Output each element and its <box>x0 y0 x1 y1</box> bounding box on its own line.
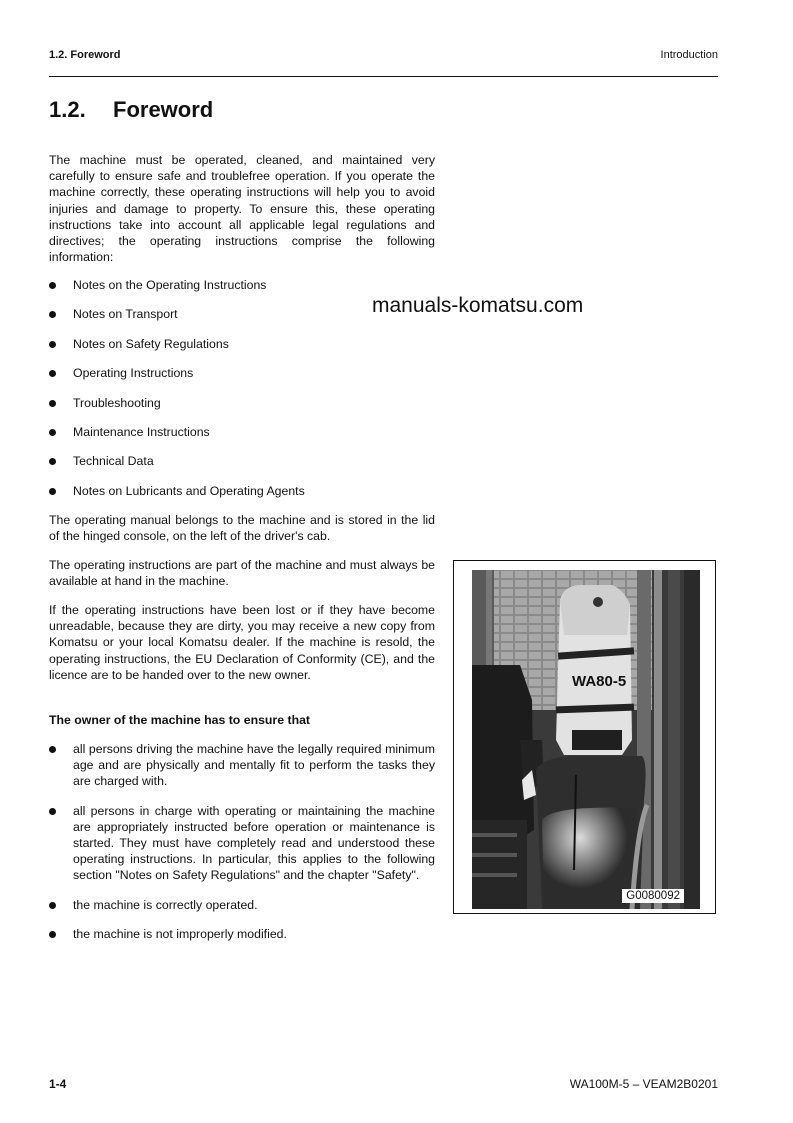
list-item: Operating Instructions <box>49 365 435 394</box>
svg-text:WA80-5: WA80-5 <box>572 673 627 690</box>
owner-heading: The owner of the machine has to ensure that <box>49 713 311 727</box>
bullet-icon <box>49 488 56 495</box>
manual-location-paragraph: The operating manual belongs to the machine and is stored in the lid of the hinged console, on the left of the driver's cab. <box>49 513 435 544</box>
list-item: Troubleshooting <box>49 395 435 424</box>
page-title <box>49 97 213 123</box>
header-chapter: Introduction <box>660 49 718 61</box>
figure-frame <box>453 560 716 914</box>
document-id: WA100M-5 – VEAM2B0201 <box>569 1077 718 1091</box>
title-text: Foreword <box>113 97 214 122</box>
page-number: 1-4 <box>49 1077 67 1091</box>
lost-instructions-paragraph: If the operating instructions have been lost or if they have become unreadable, because they are dirty, you may receive a new copy from Komatsu or your local Komatsu dealer. If the machine is resold, the operating instructions, the EU Declaration of Conformity (CE), and the licence are to be handed over to the new owner. <box>49 603 435 682</box>
bullet-icon <box>49 902 56 909</box>
bullet-icon <box>49 931 56 938</box>
title-number: 1.2. <box>49 97 86 122</box>
part-of-machine-paragraph: The operating instructions are part of the machine and must always be available at hand in the machine. <box>49 558 435 589</box>
intro-paragraph: The machine must be operated, cleaned, and maintained very carefully to ensure safe and troublefree operation. If you operate the machine correctly, these operating instructions will help you to avoid injuries and damage to property. To ensure this, these operating instructions take into account all applicable legal regulations and directives; the operating instructions comprise the following information: <box>49 153 435 265</box>
photo-illustration <box>472 570 700 909</box>
list-item: the machine is not improperly modified. <box>49 926 435 942</box>
list-item: Notes on the Operating Instructions <box>49 277 435 306</box>
bullet-icon <box>49 370 56 377</box>
bullet-icon <box>49 400 56 407</box>
list-item: Notes on Lubricants and Operating Agents <box>49 483 435 512</box>
header-rule <box>49 76 718 77</box>
list-item: the machine is correctly operated. <box>49 897 435 913</box>
bullet-icon <box>49 458 56 465</box>
header-section: 1.2. Foreword <box>49 49 121 61</box>
list-item: Notes on Transport <box>49 306 435 335</box>
bullet-icon <box>49 808 56 815</box>
bullet-icon <box>49 282 56 289</box>
bullet-icon <box>49 311 56 318</box>
bullet-icon <box>49 341 56 348</box>
list-item: Notes on Safety Regulations <box>49 336 435 365</box>
manual-storage-photo <box>472 570 700 909</box>
list-item: all persons in charge with operating or maintaining the machine are appropriately instructed before operation or maintenance is started. They must have completely read and understood these operating instructions. In particular, this applies to the following section "Notes on Safety Regulations" and the chapter "Safety". <box>49 803 435 884</box>
list-item: Technical Data <box>49 453 435 482</box>
figure-caption: G0080092 <box>622 889 684 903</box>
list-item: Maintenance Instructions <box>49 424 435 453</box>
list-item: all persons driving the machine have the legally required minimum age and are physically and mentally fit to perform the tasks they are charged with. <box>49 741 435 790</box>
bullet-icon <box>49 429 56 436</box>
owner-list <box>49 741 435 955</box>
watermark-link[interactable]: manuals-komatsu.com <box>372 294 584 317</box>
bullet-icon <box>49 746 56 753</box>
